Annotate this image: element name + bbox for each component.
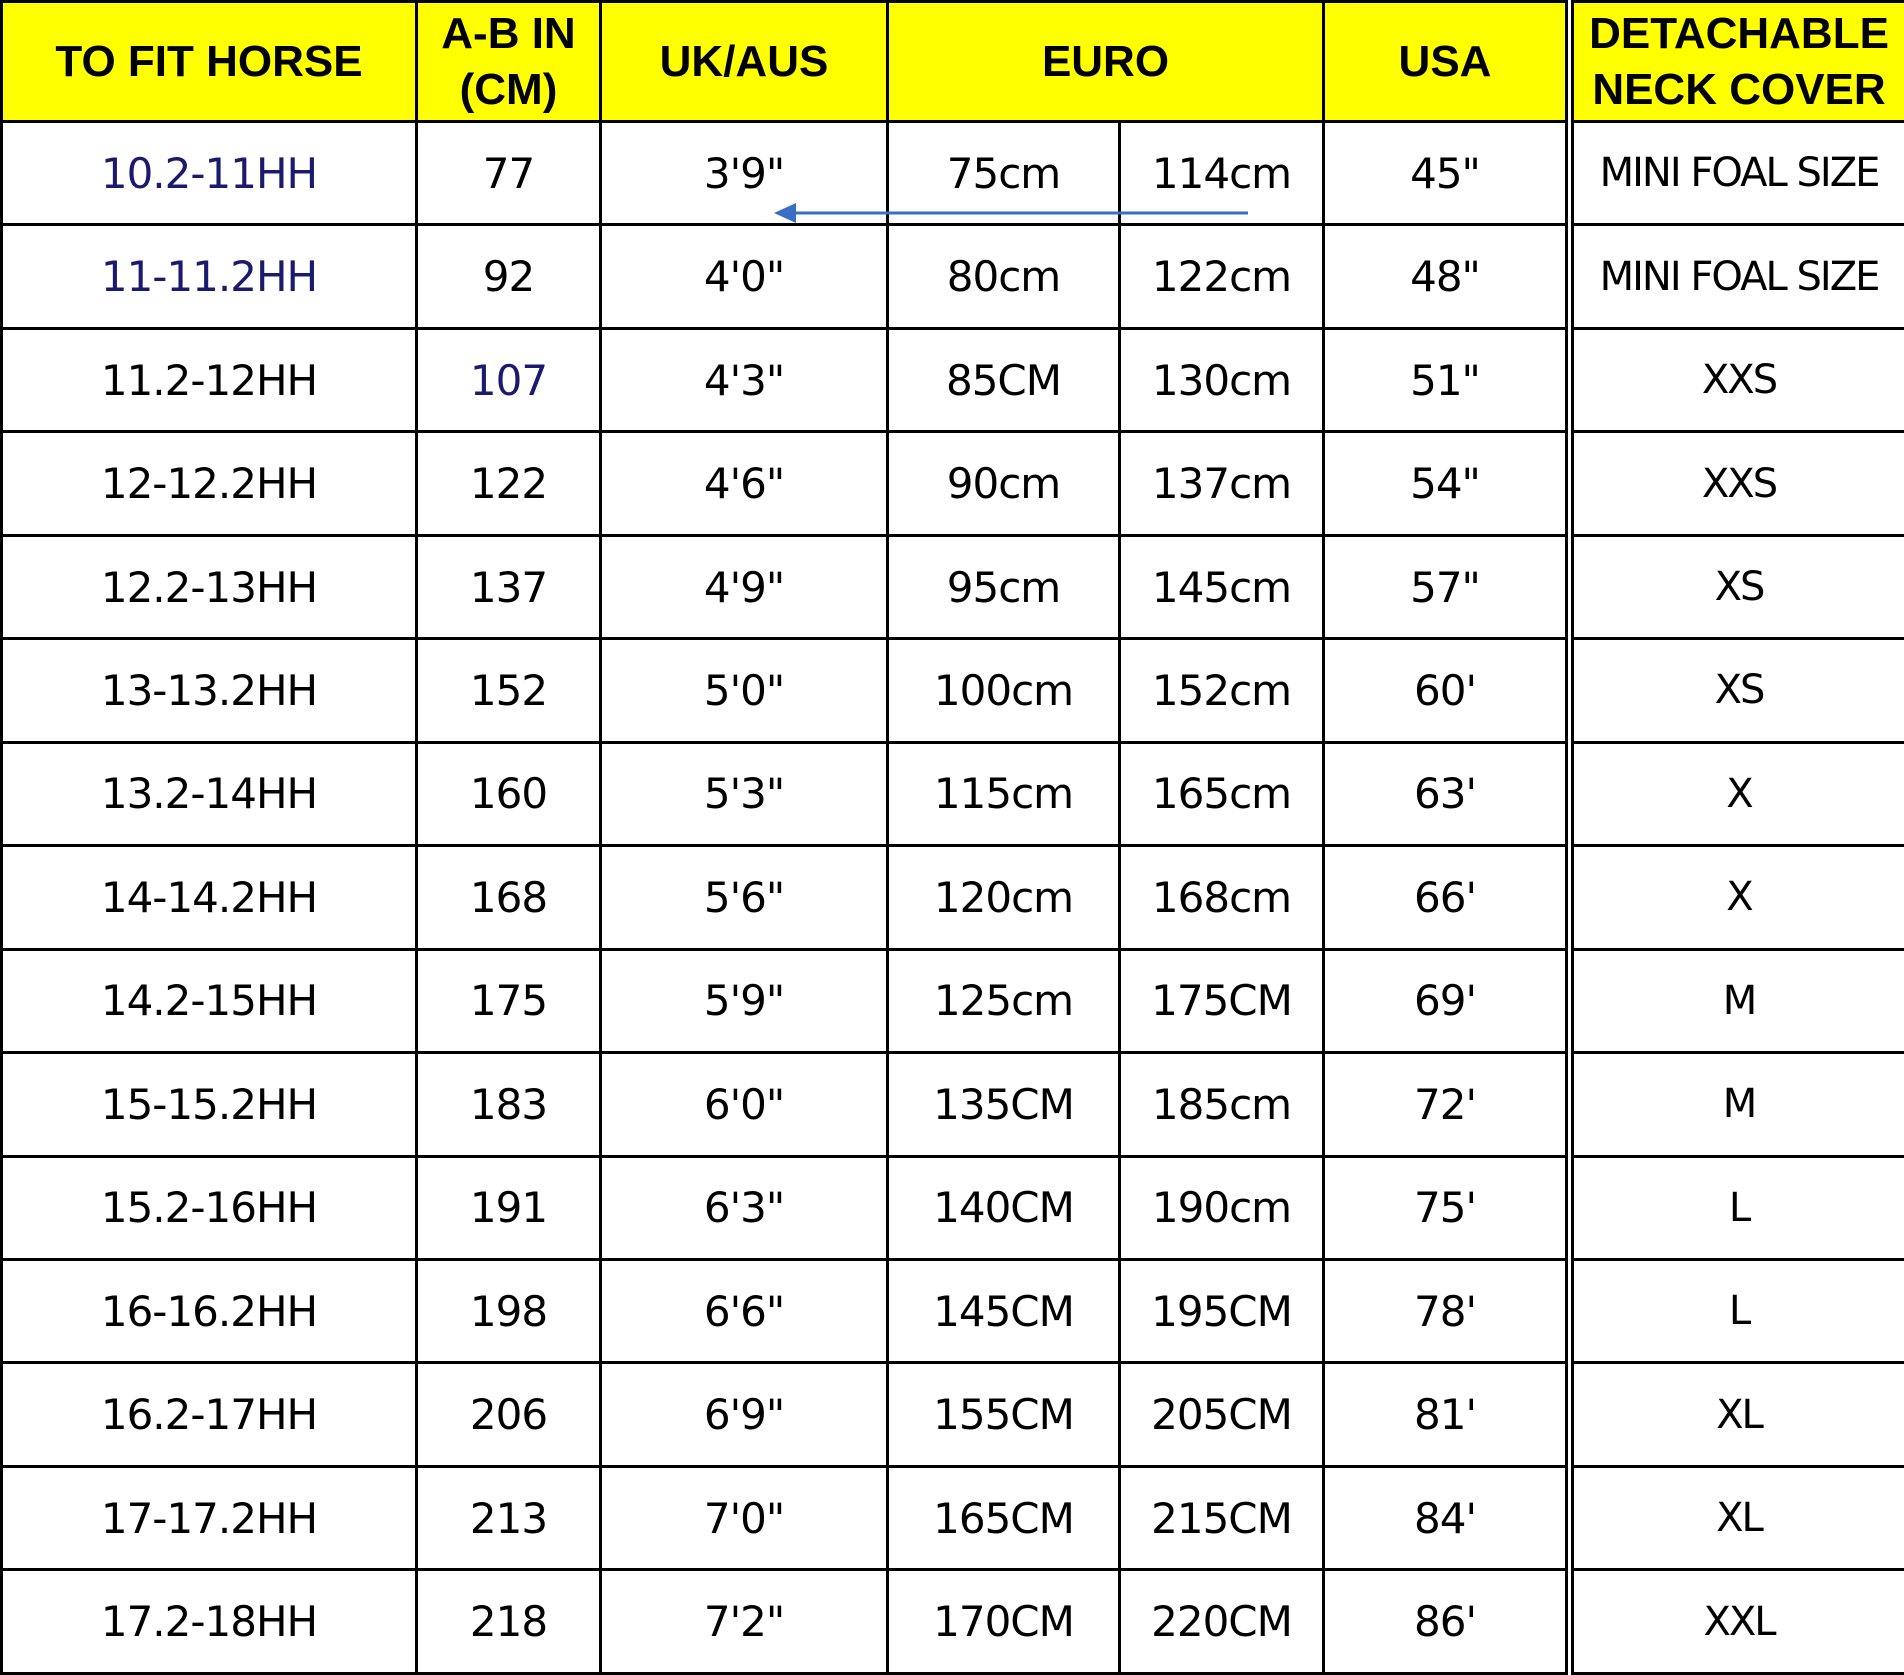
table-row	[2, 846, 1904, 949]
cell-uk-aus: 7'2"	[601, 1570, 888, 1674]
cell-euro-2: 145cm	[1120, 535, 1324, 638]
cell-euro-2: 165cm	[1120, 742, 1324, 845]
cell-uk-aus: 6'3"	[601, 1156, 888, 1259]
header-usa: USA	[1324, 2, 1570, 122]
cell-neck-cover: L	[1570, 1259, 1904, 1362]
table-row	[2, 1053, 1904, 1156]
table-row	[2, 432, 1904, 535]
cell-horse-height: 13-13.2HH	[2, 639, 417, 742]
cell-usa: 72'	[1324, 1053, 1570, 1156]
cell-euro-1: 155CM	[888, 1363, 1120, 1466]
cell-usa: 66'	[1324, 846, 1570, 949]
cell-ab-cm: 92	[417, 225, 601, 328]
cell-uk-aus: 5'0"	[601, 639, 888, 742]
cell-horse-height: 16.2-17HH	[2, 1363, 417, 1466]
cell-horse-height: 10.2-11HH	[2, 122, 417, 225]
cell-euro-2: 215CM	[1120, 1466, 1324, 1569]
header-to-fit-horse: TO FIT HORSE	[2, 2, 417, 122]
cell-uk-aus: 4'6"	[601, 432, 888, 535]
cell-euro-1: 90cm	[888, 432, 1120, 535]
table-row	[2, 1570, 1904, 1674]
cell-euro-2: 190cm	[1120, 1156, 1324, 1259]
cell-usa: 78'	[1324, 1259, 1570, 1362]
cell-euro-2: 130cm	[1120, 328, 1324, 431]
cell-euro-1: 95cm	[888, 535, 1120, 638]
cell-euro-1: 125cm	[888, 949, 1120, 1052]
cell-neck-cover: M	[1570, 1053, 1904, 1156]
cell-horse-height: 15-15.2HH	[2, 1053, 417, 1156]
cell-neck-cover: X	[1570, 742, 1904, 845]
cell-ab-cm: 218	[417, 1570, 601, 1674]
cell-usa: 48"	[1324, 225, 1570, 328]
cell-usa: 75'	[1324, 1156, 1570, 1259]
cell-euro-1: 165CM	[888, 1466, 1120, 1569]
cell-neck-cover: XXS	[1570, 328, 1904, 431]
cell-uk-aus: 4'9"	[601, 535, 888, 638]
cell-usa: 69'	[1324, 949, 1570, 1052]
cell-horse-height: 14-14.2HH	[2, 846, 417, 949]
cell-neck-cover: XL	[1570, 1466, 1904, 1569]
table-row	[2, 639, 1904, 742]
table-row	[2, 1259, 1904, 1362]
cell-usa: 86'	[1324, 1570, 1570, 1674]
cell-neck-cover: XXL	[1570, 1570, 1904, 1674]
cell-euro-1: 75cm	[888, 122, 1120, 225]
cell-euro-1: 100cm	[888, 639, 1120, 742]
cell-uk-aus: 6'6"	[601, 1259, 888, 1362]
cell-ab-cm: 160	[417, 742, 601, 845]
cell-usa: 63'	[1324, 742, 1570, 845]
cell-uk-aus: 5'3"	[601, 742, 888, 845]
cell-neck-cover: XS	[1570, 535, 1904, 638]
cell-euro-2: 220CM	[1120, 1570, 1324, 1674]
cell-euro-2: 114cm	[1120, 122, 1324, 225]
header-euro: EURO	[888, 2, 1324, 122]
cell-euro-2: 185cm	[1120, 1053, 1324, 1156]
cell-uk-aus: 7'0"	[601, 1466, 888, 1569]
table-row	[2, 122, 1904, 225]
cell-horse-height: 16-16.2HH	[2, 1259, 417, 1362]
header-uk-aus: UK/AUS	[601, 2, 888, 122]
header-ab-cm: A-B IN (CM)	[417, 2, 601, 122]
cell-neck-cover: M	[1570, 949, 1904, 1052]
cell-ab-cm: 198	[417, 1259, 601, 1362]
cell-neck-cover: XS	[1570, 639, 1904, 742]
cell-horse-height: 12-12.2HH	[2, 432, 417, 535]
cell-euro-2: 152cm	[1120, 639, 1324, 742]
cell-euro-1: 115cm	[888, 742, 1120, 845]
cell-ab-cm: 137	[417, 535, 601, 638]
cell-euro-2: 175CM	[1120, 949, 1324, 1052]
cell-euro-1: 120cm	[888, 846, 1120, 949]
cell-horse-height: 11.2-12HH	[2, 328, 417, 431]
table-row	[2, 1363, 1904, 1466]
cell-euro-2: 205CM	[1120, 1363, 1324, 1466]
cell-euro-1: 145CM	[888, 1259, 1120, 1362]
cell-usa: 45"	[1324, 122, 1570, 225]
cell-ab-cm: 213	[417, 1466, 601, 1569]
cell-euro-1: 135CM	[888, 1053, 1120, 1156]
cell-usa: 57"	[1324, 535, 1570, 638]
cell-neck-cover: XL	[1570, 1363, 1904, 1466]
cell-usa: 81'	[1324, 1363, 1570, 1466]
cell-euro-2: 137cm	[1120, 432, 1324, 535]
cell-euro-2: 122cm	[1120, 225, 1324, 328]
cell-uk-aus: 5'9"	[601, 949, 888, 1052]
table-row	[2, 1466, 1904, 1569]
cell-neck-cover: MINI FOAL SIZE	[1570, 122, 1904, 225]
cell-euro-1: 80cm	[888, 225, 1120, 328]
cell-ab-cm: 122	[417, 432, 601, 535]
cell-uk-aus: 4'0"	[601, 225, 888, 328]
cell-usa: 51"	[1324, 328, 1570, 431]
cell-neck-cover: L	[1570, 1156, 1904, 1259]
cell-horse-height: 17-17.2HH	[2, 1466, 417, 1569]
cell-horse-height: 11-11.2HH	[2, 225, 417, 328]
cell-ab-cm: 107	[417, 328, 601, 431]
cell-neck-cover: MINI FOAL SIZE	[1570, 225, 1904, 328]
header-row	[2, 2, 1904, 122]
cell-horse-height: 13.2-14HH	[2, 742, 417, 845]
cell-usa: 84'	[1324, 1466, 1570, 1569]
cell-ab-cm: 77	[417, 122, 601, 225]
table-row	[2, 328, 1904, 431]
cell-ab-cm: 206	[417, 1363, 601, 1466]
cell-neck-cover: X	[1570, 846, 1904, 949]
cell-euro-1: 170CM	[888, 1570, 1120, 1674]
cell-ab-cm: 183	[417, 1053, 601, 1156]
cell-usa: 54"	[1324, 432, 1570, 535]
cell-ab-cm: 191	[417, 1156, 601, 1259]
cell-horse-height: 17.2-18HH	[2, 1570, 417, 1674]
table-row	[2, 949, 1904, 1052]
cell-horse-height: 14.2-15HH	[2, 949, 417, 1052]
cell-usa: 60'	[1324, 639, 1570, 742]
cell-ab-cm: 168	[417, 846, 601, 949]
cell-neck-cover: XXS	[1570, 432, 1904, 535]
cell-horse-height: 15.2-16HH	[2, 1156, 417, 1259]
cell-uk-aus: 4'3"	[601, 328, 888, 431]
cell-euro-2: 195CM	[1120, 1259, 1324, 1362]
cell-uk-aus: 5'6"	[601, 846, 888, 949]
cell-euro-2: 168cm	[1120, 846, 1324, 949]
table-row	[2, 742, 1904, 845]
table-row	[2, 225, 1904, 328]
cell-horse-height: 12.2-13HH	[2, 535, 417, 638]
cell-uk-aus: 3'9"	[601, 122, 888, 225]
header-neck-cover: DETACHABLE NECK COVER	[1570, 2, 1904, 122]
cell-uk-aus: 6'0"	[601, 1053, 888, 1156]
cell-ab-cm: 175	[417, 949, 601, 1052]
cell-euro-1: 85CM	[888, 328, 1120, 431]
cell-ab-cm: 152	[417, 639, 601, 742]
table-row	[2, 1156, 1904, 1259]
cell-euro-1: 140CM	[888, 1156, 1120, 1259]
cell-uk-aus: 6'9"	[601, 1363, 888, 1466]
table-row	[2, 535, 1904, 638]
